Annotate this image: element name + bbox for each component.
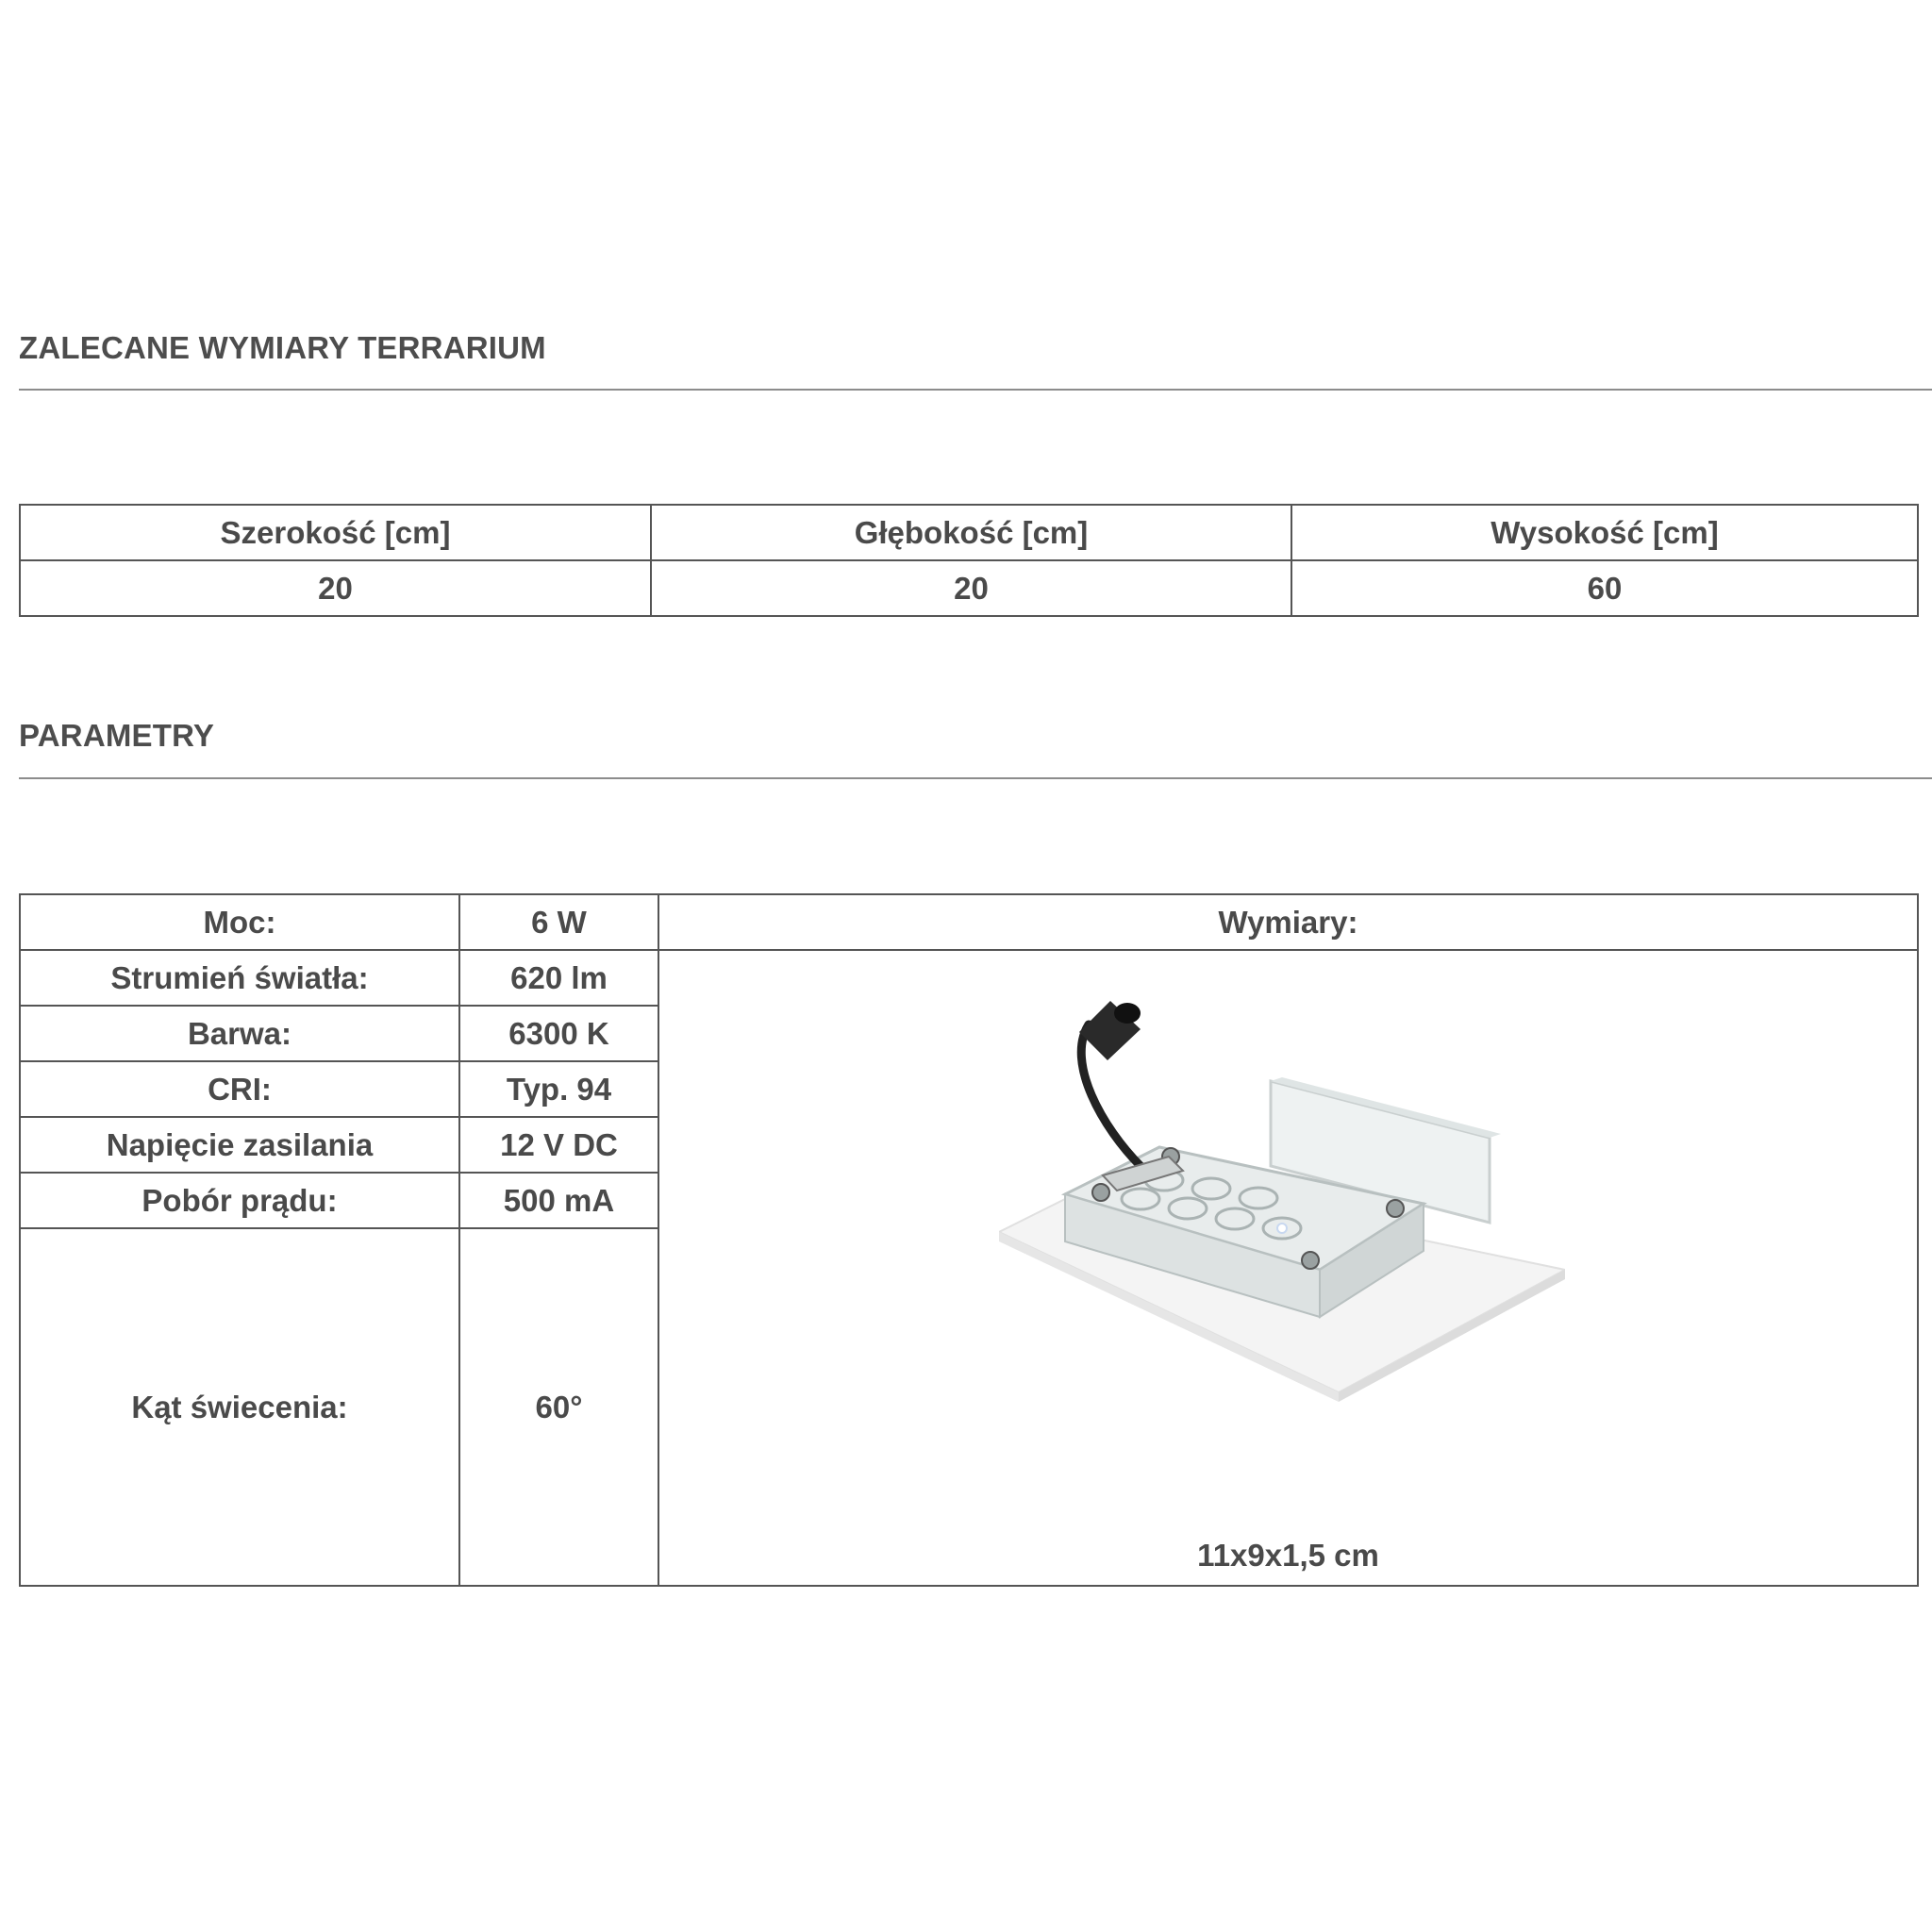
header-width: Szerokość [cm]: [20, 505, 651, 560]
product-dimensions-caption: 11x9x1,5 cm: [1197, 1538, 1379, 1573]
param-label: CRI:: [20, 1061, 459, 1117]
param-label: Napięcie zasilania: [20, 1117, 459, 1173]
value-depth: 20: [651, 560, 1291, 616]
table-row: [20, 560, 1918, 616]
table-row: [20, 894, 1918, 950]
param-label: Kąt świecenia:: [20, 1228, 459, 1586]
param-label: Barwa:: [20, 1006, 459, 1061]
led-module-image: [999, 987, 1565, 1421]
header-depth: Głębokość [cm]: [651, 505, 1291, 560]
terrarium-dimensions-table: [19, 504, 1919, 617]
product-image-cell: [658, 950, 1918, 1586]
image-header: Wymiary:: [658, 894, 1918, 950]
param-label: Pobór prądu:: [20, 1173, 459, 1228]
param-value: 6 W: [459, 894, 658, 950]
param-value: Typ. 94: [459, 1061, 658, 1117]
parameters-divider: [19, 777, 1932, 779]
param-value: 620 lm: [459, 950, 658, 1006]
parameters-section-title: PARAMETRY: [19, 718, 215, 753]
table-row: [20, 950, 1918, 1006]
param-value: 12 V DC: [459, 1117, 658, 1173]
param-label: Moc:: [20, 894, 459, 950]
table-header-row: [20, 505, 1918, 560]
dimensions-section-title: ZALECANE WYMIARY TERRARIUM: [19, 330, 546, 365]
value-width: 20: [20, 560, 651, 616]
param-value: 60°: [459, 1228, 658, 1586]
param-label: Strumień światła:: [20, 950, 459, 1006]
parameters-table: [19, 893, 1919, 1587]
header-height: Wysokość [cm]: [1291, 505, 1918, 560]
param-value: 6300 K: [459, 1006, 658, 1061]
value-height: 60: [1291, 560, 1918, 616]
param-value: 500 mA: [459, 1173, 658, 1228]
dimensions-divider: [19, 389, 1932, 391]
